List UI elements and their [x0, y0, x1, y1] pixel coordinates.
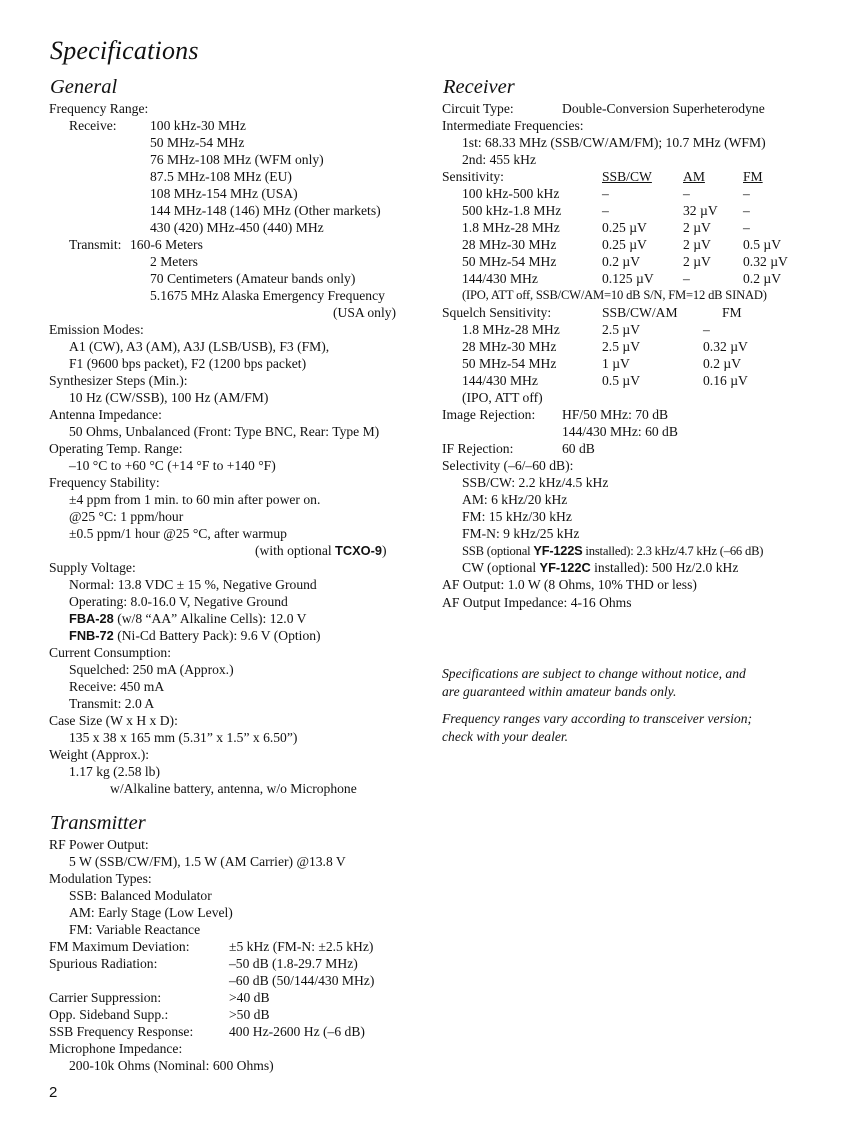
- if-label: Intermediate Frequencies:: [442, 118, 584, 133]
- antenna-value: 50 Ohms, Unbalanced (Front: Type BNC, Rear: Type M): [69, 424, 380, 439]
- squelch-label: Squelch Sensitivity:: [442, 305, 552, 320]
- supply-operating: Operating: 8.0-16.0 V, Negative Ground: [69, 594, 288, 609]
- deviation-label: FM Maximum Deviation:: [49, 939, 190, 954]
- temp-label: Operating Temp. Range:: [49, 441, 183, 456]
- antenna-label: Antenna Impedance:: [49, 407, 162, 422]
- sens-value: –: [683, 271, 690, 286]
- spurious-value: –60 dB (50/144/430 MHz): [229, 973, 375, 988]
- ssb-response-label: SSB Frequency Response:: [49, 1024, 194, 1039]
- emission-line: A1 (CW), A3 (AM), A3J (LSB/USB), F3 (FM),: [69, 339, 330, 354]
- image-rejection-label: Image Rejection:: [442, 407, 536, 422]
- sq-value: –: [703, 322, 710, 337]
- circuit-value: Double-Conversion Superheterodyne: [562, 101, 765, 116]
- sq-value: 2.5 µV: [602, 322, 641, 337]
- receive-range: 100 kHz-30 MHz: [150, 118, 246, 133]
- transmitter-heading: Transmitter: [50, 812, 146, 834]
- transmit-range: 5.1675 MHz Alaska Emergency Frequency: [150, 288, 385, 303]
- sens-value: 0.32 µV: [743, 254, 788, 269]
- sq-band: 1.8 MHz-28 MHz: [462, 322, 560, 337]
- sq-band: 28 MHz-30 MHz: [462, 339, 557, 354]
- sens-value: –: [602, 203, 609, 218]
- note-line: are guaranteed within amateur bands only.: [442, 684, 677, 699]
- deviation-value: ±5 kHz (FM-N: ±2.5 kHz): [229, 939, 374, 954]
- fnb-text: (Ni-Cd Battery Pack): 9.6 V (Option): [113, 628, 321, 643]
- if-line: 1st: 68.33 MHz (SSB/CW/AM/FM); 10.7 MHz (WFM): [462, 135, 766, 150]
- sens-note: (IPO, ATT off, SSB/CW/AM=10 dB S/N, FM=12 dB SINAD): [462, 288, 767, 302]
- receive-range: 87.5 MHz-108 MHz (EU): [150, 169, 292, 184]
- sens-value: 2 µV: [683, 237, 711, 252]
- sq-note: (IPO, ATT off): [462, 390, 543, 405]
- current-label: Current Consumption:: [49, 645, 171, 660]
- tcxo-model: TCXO-9: [335, 543, 382, 558]
- mic-impedance-label: Microphone Impedance:: [49, 1041, 183, 1056]
- sel-cw-prefix: CW (optional: [462, 560, 540, 575]
- af-impedance-value: 4-16 Ohms: [570, 595, 632, 610]
- sq-value: 2.5 µV: [602, 339, 641, 354]
- receive-range: 430 (420) MHz-450 (440) MHz: [150, 220, 324, 235]
- receive-range: 144 MHz-148 (146) MHz (Other markets): [150, 203, 381, 218]
- supply-normal: Normal: 13.8 VDC ± 15 %, Negative Ground: [69, 577, 317, 592]
- receive-range: 50 MHz-54 MHz: [150, 135, 245, 150]
- sq-header: FM: [722, 305, 742, 320]
- sens-value: –: [743, 220, 750, 235]
- selectivity-line: AM: 6 kHz/20 kHz: [462, 492, 568, 507]
- fnb-model: FNB-72: [69, 628, 114, 643]
- rf-power-label: RF Power Output:: [49, 837, 149, 852]
- emission-label: Emission Modes:: [49, 322, 144, 337]
- sel-ssb-suffix: installed): 2.3 kHz/4.7 kHz (–66 dB): [582, 544, 764, 558]
- mic-impedance-value: 200-10k Ohms (Nominal: 600 Ohms): [69, 1058, 274, 1073]
- sq-value: 0.2 µV: [703, 356, 742, 371]
- sens-value: –: [743, 186, 750, 201]
- sens-value: 2 µV: [683, 220, 711, 235]
- spurious-label: Spurious Radiation:: [49, 956, 158, 971]
- sens-band: 28 MHz-30 MHz: [462, 237, 557, 252]
- stability-line: ±0.5 ppm/1 hour @25 °C, after warmup: [69, 526, 287, 541]
- case-label: Case Size (W x H x D):: [49, 713, 178, 728]
- temp-value: –10 °C to +60 °C (+14 °F to +140 °F): [69, 458, 276, 473]
- receive-range: 108 MHz-154 MHz (USA): [150, 186, 298, 201]
- note-line: check with your dealer.: [442, 729, 569, 744]
- supply-label: Supply Voltage:: [49, 560, 136, 575]
- sensitivity-label: Sensitivity:: [442, 169, 504, 184]
- ssb-response-value: 400 Hz-2600 Hz (–6 dB): [229, 1024, 365, 1039]
- fba-model: FBA-28: [69, 611, 114, 626]
- spurious-value: –50 dB (1.8-29.7 MHz): [229, 956, 358, 971]
- sens-value: 32 µV: [683, 203, 718, 218]
- sens-header: AM: [683, 169, 705, 184]
- receive-range: 76 MHz-108 MHz (WFM only): [150, 152, 324, 167]
- sens-band: 500 kHz-1.8 MHz: [462, 203, 562, 218]
- sens-value: –: [683, 186, 690, 201]
- transmit-range: 160-6 Meters: [130, 237, 203, 252]
- modulation-line: FM: Variable Reactance: [69, 922, 201, 937]
- af-impedance: [442, 594, 632, 611]
- sens-value: 0.5 µV: [743, 237, 782, 252]
- yf-122c-model: YF-122C: [539, 560, 591, 575]
- transmit-label: Transmit:: [69, 237, 122, 252]
- fba-text: (w/8 “AA” Alkaline Cells): 12.0 V: [113, 611, 307, 626]
- af-impedance-label: AF Output Impedance:: [442, 595, 568, 610]
- modulation-line: SSB: Balanced Modulator: [69, 888, 212, 903]
- sq-value: 0.5 µV: [602, 373, 641, 388]
- stability-option-prefix: (with optional: [255, 543, 336, 558]
- stability-label: Frequency Stability:: [49, 475, 160, 490]
- sens-value: 2 µV: [683, 254, 711, 269]
- sq-band: 144/430 MHz: [462, 373, 538, 388]
- selectivity-label: Selectivity (–6/–60 dB):: [442, 458, 574, 473]
- weight-label: Weight (Approx.):: [49, 747, 150, 762]
- selectivity-line: FM-N: 9 kHz/25 kHz: [462, 526, 580, 541]
- sens-value: 0.25 µV: [602, 220, 647, 235]
- image-rejection-value: HF/50 MHz: 70 dB: [562, 407, 669, 422]
- synth-value: 10 Hz (CW/SSB), 100 Hz (AM/FM): [69, 390, 269, 405]
- stability-option-suffix: ): [381, 543, 387, 558]
- if-line: 2nd: 455 kHz: [462, 152, 537, 167]
- sens-value: –: [602, 186, 609, 201]
- opp-sideband-label: Opp. Sideband Supp.:: [49, 1007, 169, 1022]
- current-line: Receive: 450 mA: [69, 679, 165, 694]
- stability-line: @25 °C: 1 ppm/hour: [69, 509, 184, 524]
- af-output-value: 1.0 W (8 Ohms, 10% THD or less): [507, 577, 697, 592]
- sens-band: 50 MHz-54 MHz: [462, 254, 557, 269]
- current-line: Transmit: 2.0 A: [69, 696, 155, 711]
- sq-value: 0.16 µV: [703, 373, 748, 388]
- if-rejection-value: 60 dB: [562, 441, 595, 456]
- modulation-label: Modulation Types:: [49, 871, 152, 886]
- page-number: 2: [49, 1084, 58, 1101]
- page-title: Specifications: [50, 36, 199, 65]
- receive-label: Receive:: [69, 118, 117, 133]
- sens-value: –: [743, 203, 750, 218]
- sens-value: 0.25 µV: [602, 237, 647, 252]
- case-value: 135 x 38 x 165 mm (5.31” x 1.5” x 6.50”): [69, 730, 298, 745]
- af-output: [442, 576, 697, 593]
- sens-header: SSB/CW: [602, 169, 652, 184]
- circuit-label: Circuit Type:: [442, 101, 514, 116]
- opp-sideband-value: >50 dB: [229, 1007, 270, 1022]
- synth-label: Synthesizer Steps (Min.):: [49, 373, 188, 388]
- note-line: Frequency ranges vary according to transceiver version;: [442, 711, 753, 726]
- selectivity-line: SSB/CW: 2.2 kHz/4.5 kHz: [462, 475, 609, 490]
- selectivity-cw-option: [462, 559, 738, 576]
- receiver-heading: Receiver: [443, 76, 515, 98]
- sel-cw-suffix: installed): 500 Hz/2.0 kHz: [590, 560, 739, 575]
- transmit-usa-note: (USA only): [333, 305, 397, 320]
- emission-line: F1 (9600 bps packet), F2 (1200 bps packet): [69, 356, 307, 371]
- selectivity-ssb-option: [462, 542, 763, 560]
- current-line: Squelched: 250 mA (Approx.): [69, 662, 234, 677]
- sens-value: 0.125 µV: [602, 271, 654, 286]
- carrier-label: Carrier Suppression:: [49, 990, 162, 1005]
- selectivity-line: FM: 15 kHz/30 kHz: [462, 509, 572, 524]
- sq-value: 0.32 µV: [703, 339, 748, 354]
- if-rejection-label: IF Rejection:: [442, 441, 514, 456]
- stability-line: ±4 ppm from 1 min. to 60 min after power on.: [69, 492, 321, 507]
- sq-header: SSB/CW/AM: [602, 305, 678, 320]
- sens-band: 1.8 MHz-28 MHz: [462, 220, 560, 235]
- supply-fnb: [69, 627, 321, 644]
- rf-power-value: 5 W (SSB/CW/FM), 1.5 W (AM Carrier) @13.8 V: [69, 854, 346, 869]
- weight-note: w/Alkaline battery, antenna, w/o Microphone: [110, 781, 357, 796]
- freq-range-label: Frequency Range:: [49, 101, 149, 116]
- sel-ssb-prefix: SSB (optional: [462, 544, 534, 558]
- sens-value: 0.2 µV: [743, 271, 782, 286]
- af-output-label: AF Output:: [442, 577, 505, 592]
- sens-value: 0.2 µV: [602, 254, 641, 269]
- stability-option: [255, 542, 387, 559]
- sens-band: 144/430 MHz: [462, 271, 538, 286]
- modulation-line: AM: Early Stage (Low Level): [69, 905, 233, 920]
- yf-122s-model: YF-122S: [533, 543, 583, 558]
- supply-fba: [69, 610, 306, 627]
- general-heading: General: [50, 76, 118, 98]
- image-rejection-value: 144/430 MHz: 60 dB: [562, 424, 678, 439]
- sq-band: 50 MHz-54 MHz: [462, 356, 557, 371]
- sens-header: FM: [743, 169, 763, 184]
- sens-band: 100 kHz-500 kHz: [462, 186, 560, 201]
- sq-value: 1 µV: [602, 356, 630, 371]
- note-line: Specifications are subject to change without notice, and: [442, 666, 746, 681]
- transmit-range: 70 Centimeters (Amateur bands only): [150, 271, 356, 286]
- weight-value: 1.17 kg (2.58 lb): [69, 764, 160, 779]
- carrier-value: >40 dB: [229, 990, 270, 1005]
- transmit-range: 2 Meters: [150, 254, 198, 269]
